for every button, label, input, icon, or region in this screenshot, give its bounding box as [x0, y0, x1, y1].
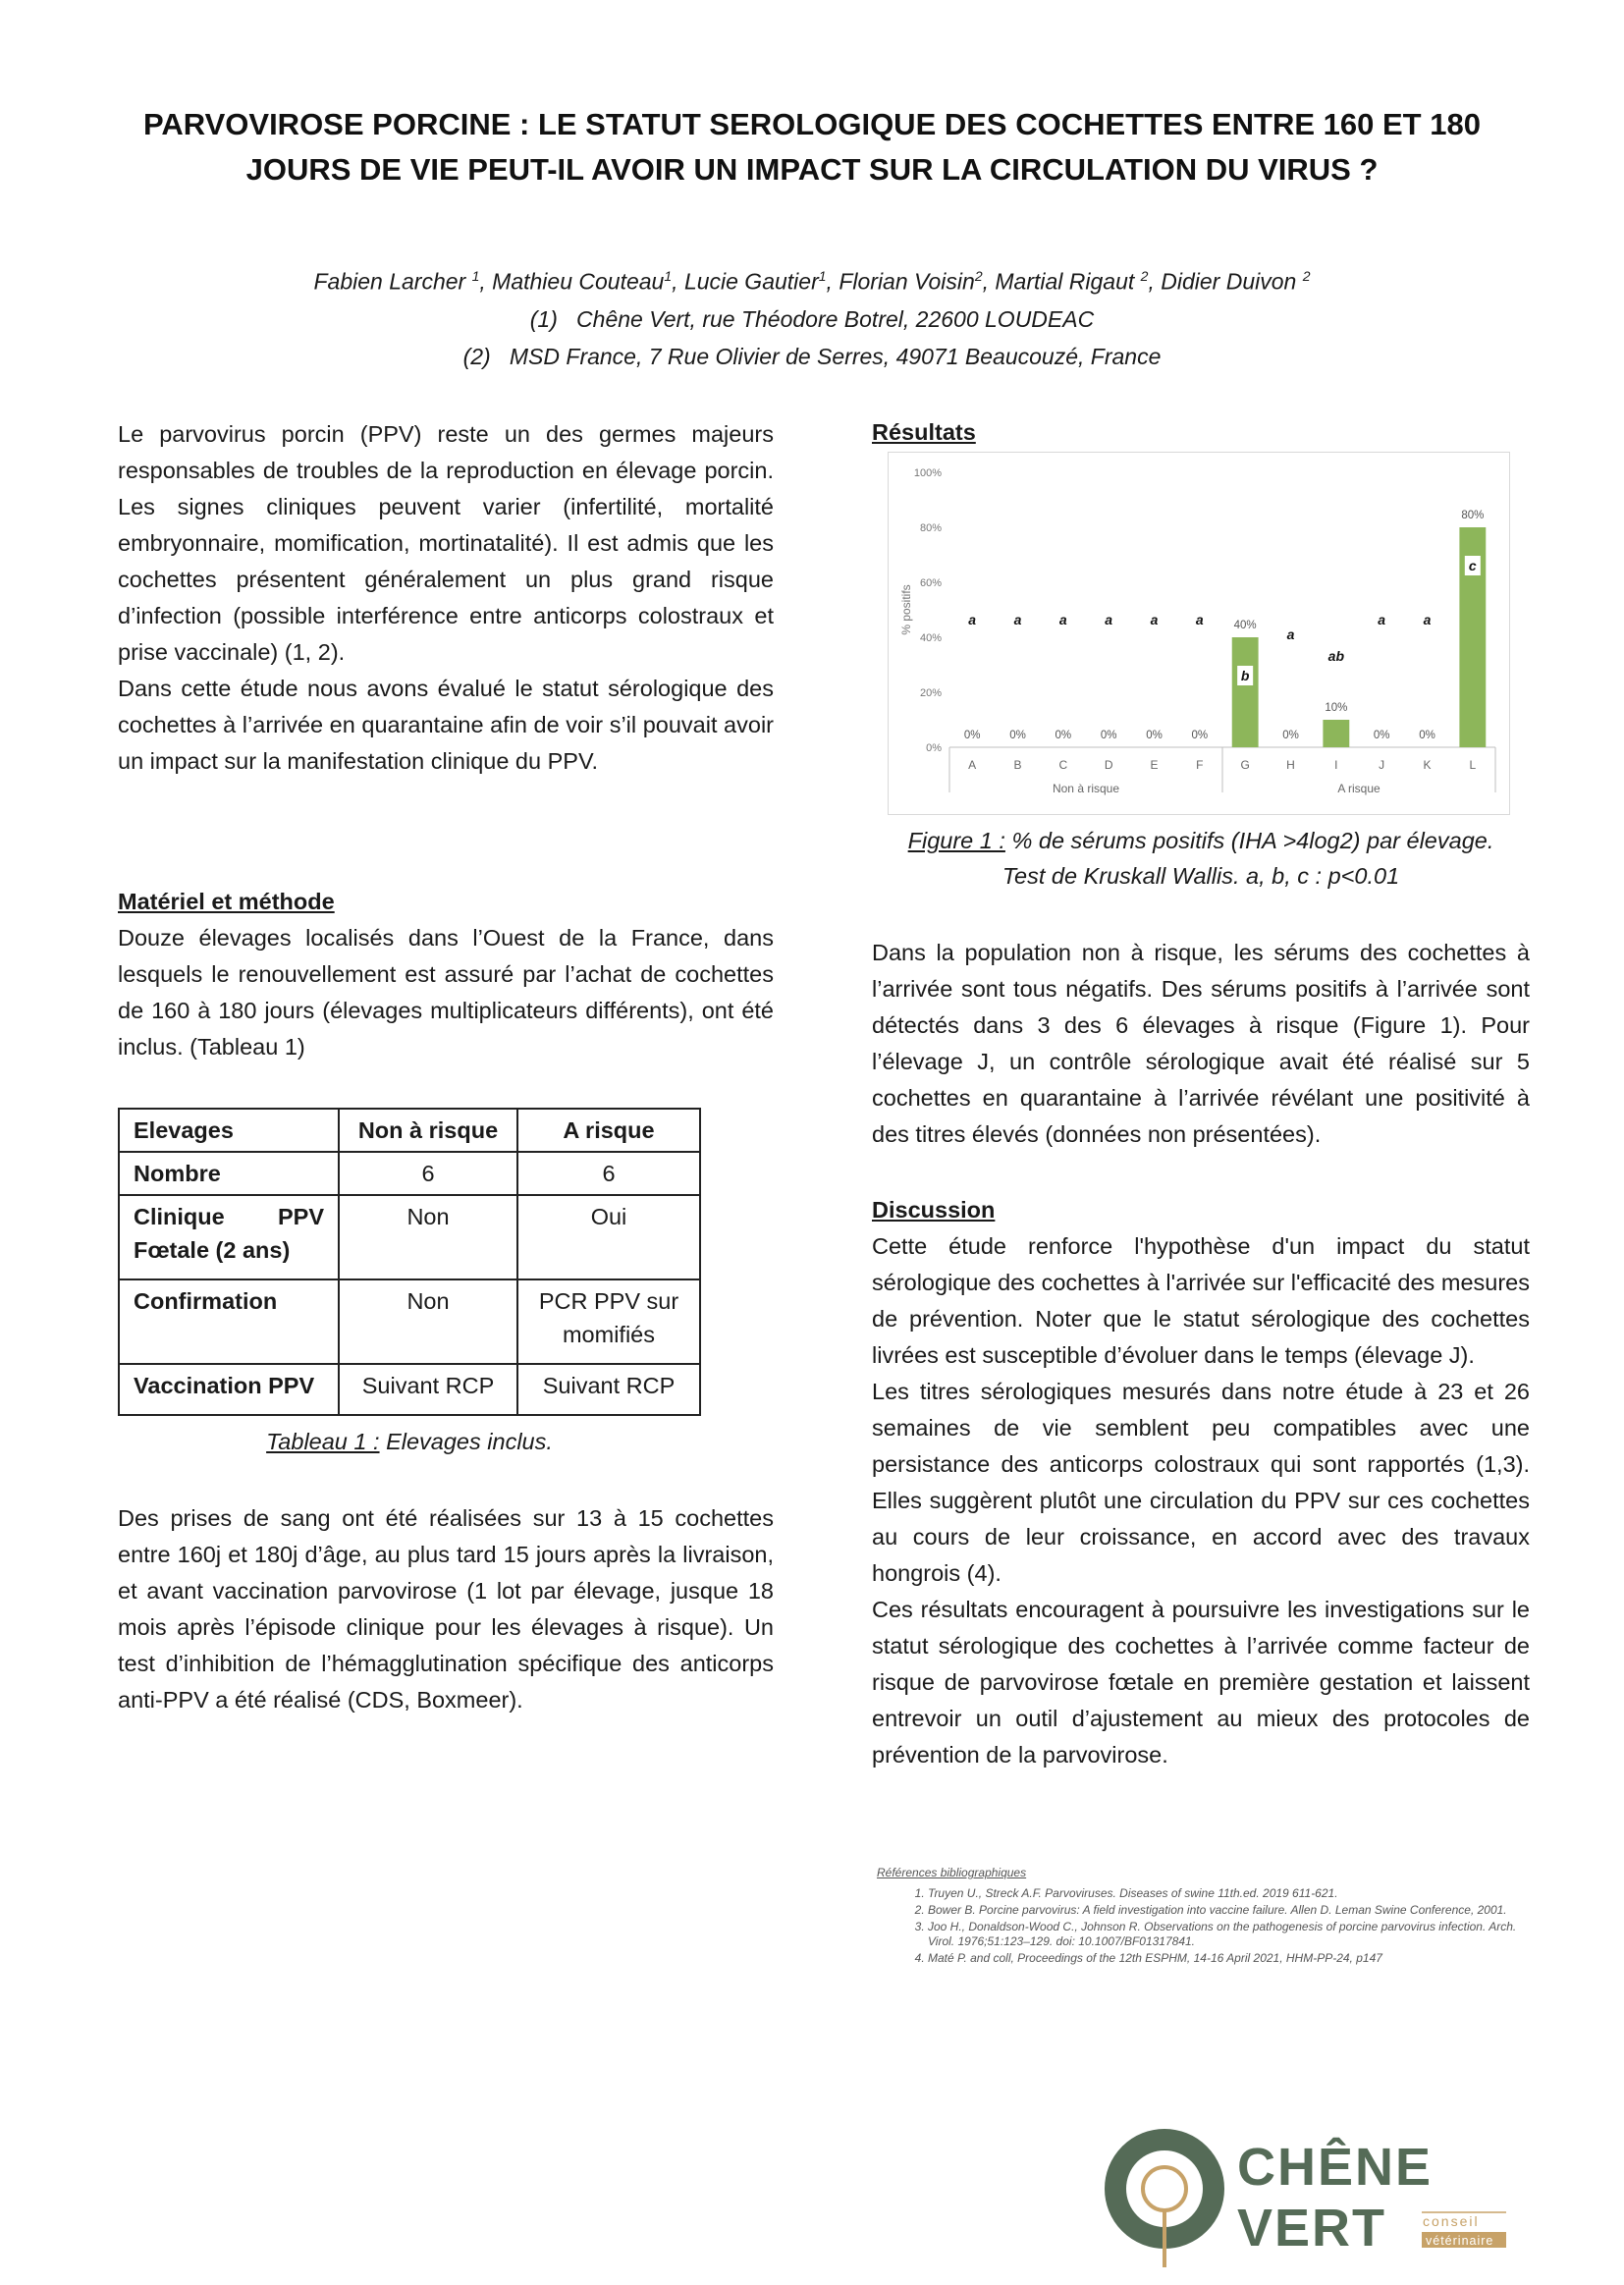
x-tick-label: I: [1334, 758, 1338, 772]
x-tick-label: B: [1013, 758, 1022, 772]
significance-letter: a: [1378, 612, 1386, 627]
figure-1-chart: [888, 452, 1510, 815]
x-tick-label: J: [1379, 758, 1385, 772]
intro-paragraph: Dans cette étude nous avons évalué le statut sérologique des cochettes à l’arrivée en quarantaine afin de voir s’il pouvait avoir un impact sur la manifestation clinique du PPV.: [118, 676, 774, 774]
discussion-section: [872, 1192, 1530, 1773]
significance-letter: a: [1105, 612, 1113, 627]
significance-letter: a: [1013, 612, 1022, 627]
logo-tag1: conseil: [1423, 2213, 1480, 2229]
discussion-paragraph: Les titres sérologiques mesurés dans notre étude à 23 et 26 semaines de vie semblent peu compatibles avec une persistance des anticorps colostraux qui sont rapportés (1,3). Elles suggèrent plutôt une circulation du PPV sur ces cochettes au cours de leur croissance, en accord avec des travaux hongrois (4).: [872, 1379, 1530, 1586]
results-section: [872, 935, 1530, 1153]
data-label: 40%: [1233, 620, 1257, 631]
data-label: 0%: [1100, 730, 1117, 741]
logo-word1: CHÊNE: [1237, 2138, 1434, 2197]
table-header-cell: A risque: [517, 1109, 700, 1152]
data-label: 0%: [1146, 730, 1163, 741]
logo-graphic: [1102, 2124, 1543, 2267]
significance-letter: ab: [1327, 648, 1345, 664]
table-cell: Non: [339, 1279, 517, 1364]
table-cell: Confirmation: [119, 1279, 339, 1364]
y-tick-label: 40%: [919, 632, 942, 644]
table-caption: Tableau 1 : Elevages inclus.: [266, 1429, 553, 1454]
authors-block: [118, 257, 1506, 375]
table-cell: Non: [339, 1195, 517, 1279]
logo-word2: VERT: [1237, 2199, 1387, 2258]
affiliation: (2) MSD France, 7 Rue Olivier de Serres, 49071 Beaucouzé, France: [462, 343, 1162, 369]
data-label: 0%: [1419, 730, 1435, 741]
author: Lucie Gautier: [683, 268, 819, 295]
group-label: A risque: [1337, 782, 1380, 795]
table-cell: Vaccination PPV: [119, 1364, 339, 1415]
x-tick-label: A: [968, 758, 977, 772]
significance-letter: a: [1286, 626, 1295, 642]
table-cell: Clinique PPV Fœtale (2 ans): [119, 1195, 339, 1279]
discussion-paragraph: Ces résultats encouragent à poursuivre les investigations sur le statut sérologique des cochettes à l’arrivée comme facteur de risque de parvovirose fœtale en première gestation et laissent entrevoir un outil d’ajustement au mieux des protocoles de prévention de la parvovirose.: [872, 1597, 1530, 1768]
x-tick-label: G: [1240, 758, 1250, 772]
x-tick-label: C: [1058, 758, 1068, 772]
reference-item: 2. Bower B. Porcine parvovirus: A field investigation into vaccine failure. Allen D. Leman Swine Conference, 2001.: [928, 1903, 1530, 1918]
intro-paragraph: Le parvovirus porcin (PPV) reste un des germes majeurs responsables de troubles de la reproduction en élevage porcin. Les signes cliniques peuvent varier (infertilité, mortalité embryonnaire, momification, mortinatalité). Il est admis que les cochettes présentent généralement un plus grand risque d’infection (possible interférence entre anticorps colostraux et prise vaccinale) (1, 2).: [118, 421, 774, 665]
bar: [1232, 637, 1259, 747]
y-tick-label: 0%: [926, 742, 942, 754]
y-tick-label: 20%: [919, 687, 942, 699]
references-heading: Références bibliographiques: [877, 1866, 1027, 1879]
y-tick-label: 80%: [919, 522, 942, 534]
author: Florian Voisin: [839, 268, 975, 295]
data-label: 0%: [1373, 730, 1390, 741]
methods-section-2: [118, 1500, 774, 1718]
reference-item: 4. Maté P. and coll, Proceedings of the 12th ESPHM, 14-16 April 2021, HHM-PP-24, p147: [928, 1951, 1530, 1966]
author: Didier Duivon: [1161, 268, 1303, 295]
table-cell: Oui: [517, 1195, 700, 1279]
data-label: 0%: [963, 730, 981, 741]
discussion-heading: Discussion: [872, 1197, 996, 1223]
significance-letter: c: [1468, 558, 1477, 573]
data-label: 0%: [1055, 730, 1072, 741]
intro-section: [118, 416, 774, 780]
logo-inner-ring: [1143, 2167, 1186, 2210]
methods-heading: Matériel et méthode: [118, 889, 335, 914]
table-header-row: [119, 1109, 700, 1152]
group-label: Non à risque: [1052, 782, 1120, 795]
author-line: Fabien Larcher $^1$, Mathieu Couteau$^1$, Lucie Gautier$^1$, Florian Voisin$^2$, Martial Rigaut $^2$, Didier Duivon $^2$: [313, 268, 1311, 295]
table-cell: 6: [339, 1152, 517, 1195]
table-cell: Suivant RCP: [517, 1364, 700, 1415]
significance-letter: a: [968, 612, 977, 627]
table-cell: PCR PPV sur momifiés: [517, 1279, 700, 1364]
author: Martial Rigaut: [995, 268, 1141, 295]
logo-tag2: vétérinaire: [1426, 2234, 1494, 2248]
table-cell: Suivant RCP: [339, 1364, 517, 1415]
table-header-cell: Non à risque: [339, 1109, 517, 1152]
table-header-cell: Elevages: [119, 1109, 339, 1152]
y-tick-label: 60%: [919, 577, 942, 589]
methods-paragraph: Douze élevages localisés dans l’Ouest de la France, dans lesquels le renouvellement est assuré par l’achat de cochettes de 160 à 180 jours (élevages multiplicateurs différents), ont été inclus. (Tableau 1): [118, 925, 774, 1060]
table-row: [119, 1195, 700, 1279]
table-cell: 6: [517, 1152, 700, 1195]
reference-item: 1. Truyen U., Streck A.F. Parvoviruses. Diseases of swine 11th.ed. 2019 611-621.: [928, 1886, 1530, 1901]
y-axis-label: % positifs: [899, 584, 913, 635]
significance-letter: a: [1058, 612, 1067, 627]
data-label: 80%: [1461, 510, 1485, 521]
significance-letter: b: [1240, 668, 1250, 683]
results-paragraph: Dans la population non à risque, les sérums des cochettes à l’arrivée sont tous négatifs. Des sérums positifs à l’arrivée sont détectés dans 3 des 6 élevages à risque (Figure 1). Pour l’élevage J, un contrôle sérologique avait été réalisé sur 5 cochettes en quarantaine à l’arrivée révélant une positivité à des titres élevés (données non présentées).: [872, 940, 1530, 1147]
y-tick-label: 100%: [913, 467, 942, 479]
chene-vert-logo: [1102, 2124, 1543, 2267]
bar-chart: [889, 453, 1509, 814]
methods-paragraph: Des prises de sang ont été réalisées sur 13 à 15 cochettes entre 160j et 180j d’âge, au plus tard 15 jours après la livraison, et avant vaccination parvovirose (1 lot par élevage, jusque 18 mois après l’épisode clinique pour les élevages à risque). Un test d’inhibition de l’hémagglutination spécifique des anticorps anti-PPV a été réalisé (CDS, Boxmeer).: [118, 1505, 774, 1713]
table-row: [119, 1279, 700, 1364]
x-tick-label: K: [1423, 758, 1432, 772]
results-heading-block: [872, 414, 1530, 451]
x-tick-label: F: [1196, 758, 1204, 772]
significance-letter: a: [1150, 612, 1159, 627]
page-title: PARVOVIROSE PORCINE : LE STATUT SEROLOGIQUE DES COCHETTES ENTRE 160 ET 180 JOURS DE VIE PEUT-IL AVOIR UN IMPACT SUR LA CIRCULATION DU VIRUS ?: [143, 107, 1481, 187]
table-row: [119, 1152, 700, 1195]
data-label: 0%: [1009, 730, 1026, 741]
data-label: 0%: [1282, 730, 1299, 741]
data-label: 0%: [1191, 730, 1209, 741]
x-tick-label: D: [1104, 758, 1113, 772]
significance-letter: a: [1195, 612, 1204, 627]
figure-caption: Figure 1 : % de sérums positifs (IHA >4log2) par élevage. Test de Kruskall Wallis. a, b, c : p<0.01: [907, 828, 1494, 889]
references: [877, 1866, 1530, 1968]
x-tick-label: L: [1469, 758, 1477, 772]
elevages-table: [118, 1108, 701, 1416]
x-tick-label: H: [1286, 758, 1295, 772]
author: Mathieu Couteau: [492, 268, 665, 295]
data-label: 10%: [1325, 702, 1348, 714]
table-cell: Nombre: [119, 1152, 339, 1195]
x-tick-label: E: [1150, 758, 1159, 772]
affiliation: (1) Chêne Vert, rue Théodore Botrel, 22600 LOUDEAC: [529, 305, 1095, 332]
discussion-paragraph: Cette étude renforce l'hypothèse d'un impact du statut sérologique des cochettes à l'arrivée sur l'efficacité des mesures de prévention. Noter que le statut sérologique des cochettes livrées est susceptible d’évoluer dans le temps (élevage J).: [872, 1233, 1530, 1368]
methods-section: [118, 884, 774, 1065]
results-heading: Résultats: [872, 419, 976, 445]
reference-item: 3. Joo H., Donaldson-Wood C., Johnson R. Observations on the pathogenesis of porcine parvovirus infection. Arch. Virol. 1976;51:123–129. doi: 10.1007/BF01317841.: [928, 1920, 1530, 1949]
significance-letter: a: [1423, 612, 1432, 627]
bar: [1323, 720, 1349, 747]
author: Fabien Larcher: [313, 268, 472, 295]
table-row: [119, 1364, 700, 1415]
